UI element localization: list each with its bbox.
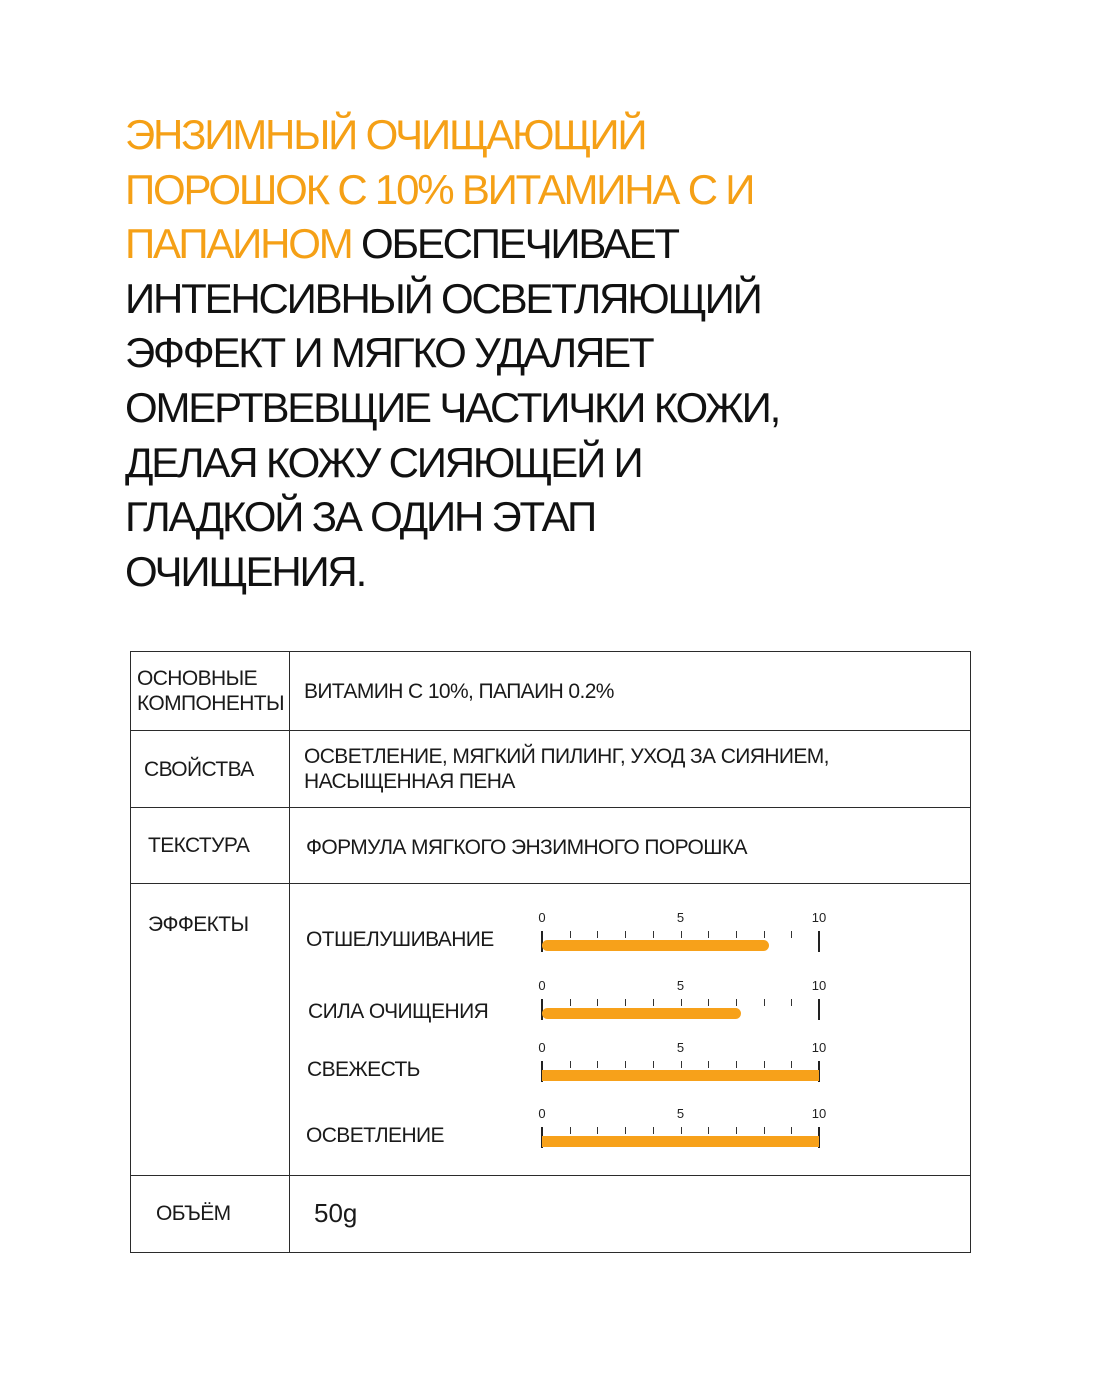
scale-label: 0	[538, 1040, 546, 1056]
scale-tick	[736, 931, 737, 938]
effects-gauges	[290, 884, 971, 1175]
scale-tick	[764, 1061, 765, 1068]
effect-row	[290, 1096, 971, 1152]
scale-tick	[736, 1127, 737, 1134]
scale-tick	[653, 1061, 654, 1068]
texture-value: ФОРМУЛА МЯГКОГО ЭНЗИМНОГО ПОРОШКА	[290, 808, 971, 884]
scale-tick	[708, 931, 709, 938]
scale-tick	[597, 1127, 598, 1134]
scale-tick	[625, 931, 626, 938]
scale-tick	[681, 1127, 682, 1134]
scale-label: 0	[538, 1106, 546, 1122]
scale-label: 10	[811, 1106, 827, 1122]
scale-tick	[653, 1127, 654, 1134]
scale-tick	[570, 1127, 571, 1134]
scale-label: 0	[538, 978, 546, 994]
effect-level-bar	[542, 1070, 819, 1081]
effect-gauge	[538, 1106, 828, 1154]
scale-tick	[791, 1061, 792, 1068]
table-row-volume	[131, 1175, 971, 1252]
scale-tick	[681, 931, 682, 938]
scale-tick	[791, 1127, 792, 1134]
effect-level-bar	[542, 940, 769, 951]
scale-end-line	[818, 999, 820, 1020]
effect-gauge	[538, 910, 828, 958]
scale-tick	[570, 999, 571, 1006]
effect-row	[290, 900, 971, 956]
scale-tick	[625, 1061, 626, 1068]
scale-label: 10	[811, 1040, 827, 1056]
scale-tick	[736, 1061, 737, 1068]
volume-label: ОБЪЁМ	[131, 1175, 290, 1252]
texture-label: ТЕКСТУРА	[131, 808, 290, 884]
effect-row	[290, 968, 971, 1024]
scale-tick	[625, 999, 626, 1006]
components-label: ОСНОВНЫЕ КОМПОНЕНТЫ	[131, 652, 290, 731]
effect-gauge	[538, 978, 828, 1026]
scale-tick	[708, 1061, 709, 1068]
scale-tick	[708, 999, 709, 1006]
effects-label: ЭФФЕКТЫ	[131, 884, 290, 1175]
properties-label: СВОЙСТВА	[131, 731, 290, 808]
scale-tick	[597, 931, 598, 938]
scale-label: 5	[676, 1106, 685, 1122]
headline-accent: ЭНЗИМНЫЙ ОЧИЩАЮЩИЙ ПОРОШОК С 10% ВИТАМИНА С И ПАПАИНОМ	[125, 111, 754, 268]
effect-gauge	[538, 1040, 828, 1088]
scale-tick	[625, 1127, 626, 1134]
scale-tick	[791, 931, 792, 938]
scale-label: 10	[811, 978, 827, 994]
effect-label: СИЛА ОЧИЩЕНИЯ	[308, 1000, 489, 1024]
effect-level-bar	[542, 1008, 741, 1019]
scale-tick	[764, 1127, 765, 1134]
scale-tick	[597, 1061, 598, 1068]
effect-level-bar	[542, 1136, 819, 1147]
scale-label: 5	[676, 910, 685, 926]
properties-value: ОСВЕТЛЕНИЕ, МЯГКИЙ ПИЛИНГ, УХОД ЗА СИЯНИЕМ, НАСЫЩЕННАЯ ПЕНА	[290, 731, 971, 808]
effect-row	[290, 1030, 971, 1086]
scale-tick	[570, 931, 571, 938]
table-row-components	[131, 652, 971, 731]
volume-value: 50g	[290, 1175, 971, 1252]
scale-end-line	[818, 931, 820, 952]
table-row-properties	[131, 731, 971, 808]
scale-tick	[597, 999, 598, 1006]
scale-tick	[681, 999, 682, 1006]
scale-label: 5	[676, 1040, 685, 1056]
headline-rest: ОБЕСПЕЧИВАЕТ ИНТЕНСИВНЫЙ ОСВЕТЛЯЮЩИЙ ЭФФЕКТ И МЯГКО УДАЛЯЕТ ОМЕРТВЕВЩИЕ ЧАСТИЧКИ КОЖИ, ДЕЛАЯ КОЖУ СИЯЮЩЕЙ И ГЛАДКОЙ ЗА ОДИН ЭТАП ОЧИЩЕНИЯ.	[125, 220, 780, 595]
table-row-effects	[131, 884, 971, 1175]
effect-label: ОТШЕЛУШИВАНИЕ	[306, 928, 494, 952]
scale-tick	[681, 1061, 682, 1068]
scale-label: 10	[811, 910, 827, 926]
product-headline	[125, 108, 825, 599]
scale-tick	[570, 1061, 571, 1068]
table-row-texture	[131, 808, 971, 884]
scale-tick	[791, 999, 792, 1006]
scale-tick	[764, 931, 765, 938]
components-value: ВИТАМИН С 10%, ПАПАИН 0.2%	[290, 652, 971, 731]
scale-label: 0	[538, 910, 546, 926]
effect-label: ОСВЕТЛЕНИЕ	[306, 1124, 444, 1148]
scale-tick	[708, 1127, 709, 1134]
scale-tick	[736, 999, 737, 1006]
scale-label: 5	[676, 978, 685, 994]
scale-tick	[764, 999, 765, 1006]
scale-tick	[653, 931, 654, 938]
scale-tick	[653, 999, 654, 1006]
spec-table	[130, 651, 971, 1253]
effect-label: СВЕЖЕСТЬ	[307, 1058, 420, 1082]
